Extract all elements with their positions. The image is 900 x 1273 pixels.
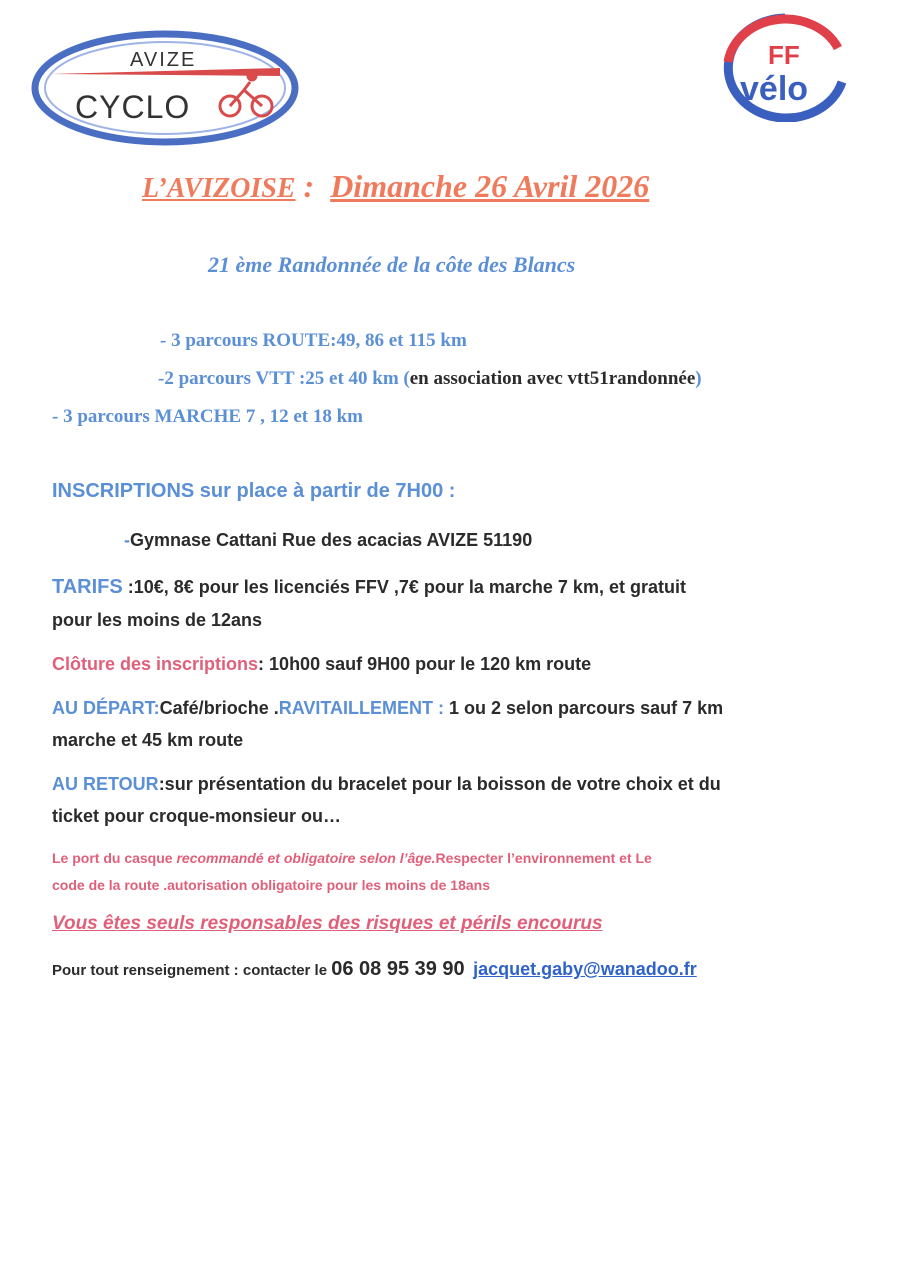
ffvelo-logo	[710, 12, 860, 122]
tarifs-text: :10€, 8€ pour les licenciés FFV ,7€ pour la marche 7 km, et gratuit	[122, 577, 686, 597]
route-vtt-text: -2 parcours VTT :25 et 40 km (	[158, 368, 410, 389]
contact-label: Pour tout renseignement : contacter le	[52, 962, 332, 979]
depart-line1	[52, 698, 723, 719]
cloture-text: : 10h00 sauf 9H00 pour le 120 km route	[258, 654, 592, 674]
retour-line1	[52, 774, 721, 795]
route-vtt-close: )	[695, 368, 702, 389]
contact-line	[52, 958, 697, 981]
location-text: Gymnase Cattani Rue des acacias AVIZE 51190	[130, 530, 533, 550]
safety-respect: Respecter l’environnement et Le	[435, 850, 652, 866]
safety-line2: code de la route .autorisation obligatoire pour les moins de 18ans	[52, 877, 490, 893]
retour-line2: ticket pour croque-monsieur ou…	[52, 806, 342, 826]
depart-label: AU DÉPART:	[52, 698, 160, 718]
logo-text-ff: FF	[768, 40, 800, 70]
ravito-text: 1 ou 2 selon parcours sauf 7 km	[449, 698, 724, 718]
ravito-label: RAVITAILLEMENT :	[278, 698, 450, 718]
inscriptions-location	[124, 530, 532, 551]
route-walk: - 3 parcours MARCHE 7 , 12 et 18 km	[52, 406, 364, 427]
retour-label: AU RETOUR	[52, 774, 159, 794]
safety-line1	[52, 850, 652, 866]
tarifs-label: TARIFS	[52, 576, 123, 598]
subtitle: 21 ème Randonnée de la côte des Blancs	[208, 252, 576, 277]
route-vtt-association: en association avec vtt51randonnée	[409, 368, 696, 389]
avize-cyclo-logo	[30, 24, 300, 148]
cyclist-icon	[220, 72, 272, 116]
logo-text-velo: vélo	[740, 70, 809, 108]
safety-italic: recommandé et obligatoire selon l’âge.	[176, 850, 436, 866]
depart-text: Café/brioche .	[159, 698, 279, 718]
cloture-label: Clôture des inscriptions	[52, 654, 259, 674]
inscriptions-heading: INSCRIPTIONS sur place à partir de 7H00 :	[52, 480, 456, 502]
responsibility-notice: Vous êtes seuls responsables des risques et périls encourus	[52, 913, 603, 934]
safety-text: Le port du casque	[52, 850, 177, 866]
cloture-line	[52, 654, 591, 675]
tarifs-line2: pour les moins de 12ans	[52, 610, 263, 630]
event-name: L’AVIZOISE	[142, 173, 296, 204]
page-title	[142, 168, 649, 205]
route-road: - 3 parcours ROUTE:49, 86 et 115 km	[160, 330, 467, 351]
depart-line2: marche et 45 km route	[52, 730, 244, 750]
contact-phone: 06 08 95 39 90	[331, 958, 465, 980]
logo-text-avize: AVIZE	[130, 49, 197, 71]
location-dash: -	[124, 530, 130, 550]
title-separator: :	[303, 168, 315, 204]
logo-text-cyclo: CYCLO	[75, 89, 191, 125]
retour-text: :sur présentation du bracelet pour la boisson de votre choix et du	[158, 774, 721, 794]
route-vtt	[158, 368, 702, 390]
tarifs-line1	[52, 576, 686, 599]
event-date: Dimanche 26 Avril 2026	[330, 168, 650, 204]
contact-email-link[interactable]: jacquet.gaby@wanadoo.fr	[473, 959, 697, 979]
